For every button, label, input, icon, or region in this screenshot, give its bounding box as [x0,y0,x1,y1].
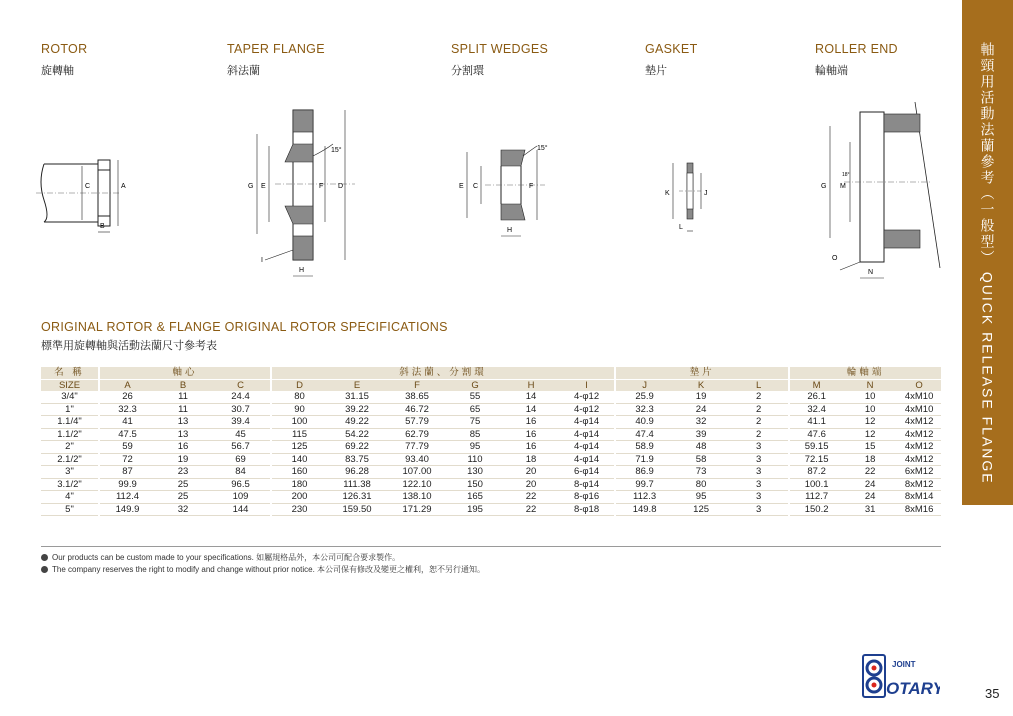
table-cell: 160 [271,466,327,479]
page-number: 35 [985,686,1000,701]
column-header: G [447,379,503,391]
table-cell: 48 [673,441,729,454]
column-header: M [789,379,843,391]
table-cell: 41 [99,416,155,429]
table-cell: 3" [41,466,99,479]
dim-label: O [832,255,838,262]
table-cell: 140 [271,453,327,466]
table-cell: 39.4 [211,416,271,429]
table-cell: 150 [447,478,503,491]
table-row [41,491,941,504]
table-cell: 73 [673,466,729,479]
table-cell: 109 [211,491,271,504]
part-name-en: ROLLER END [815,42,898,56]
table-cell: 14 [503,391,559,403]
table-cell: 112.7 [789,491,843,504]
table-cell: 4-φ12 [559,391,615,403]
table-cell: 2 [729,391,789,403]
table-cell: 18 [503,453,559,466]
table-cell: 39.22 [327,403,387,416]
table-cell: 99.9 [99,478,155,491]
part-name-zh: 輪軸端 [815,65,848,77]
table-cell: 144 [211,503,271,516]
table-cell: 20 [503,478,559,491]
table-cell: 111.38 [327,478,387,491]
spec-table [41,367,941,516]
rotor-drawing [36,150,146,240]
table-cell: 165 [447,491,503,504]
table-cell: 138.10 [387,491,447,504]
table-row [41,403,941,416]
table-cell: 26.1 [789,391,843,403]
column-header: SIZE [41,379,99,391]
table-cell: 30.7 [211,403,271,416]
table-cell: 22 [503,491,559,504]
table-row [41,478,941,491]
column-header: J [615,379,673,391]
column-header: L [729,379,789,391]
table-row [41,453,941,466]
table-cell: 171.29 [387,503,447,516]
table-cell: 32 [673,416,729,429]
table-cell: 25 [155,491,211,504]
table-cell: 159.50 [327,503,387,516]
table-cell: 10 [843,403,897,416]
table-cell: 200 [271,491,327,504]
table-cell: 84 [211,466,271,479]
table-cell: 4xM12 [897,441,941,454]
group-header-flange: 斜法蘭、分割環 [271,367,615,379]
table-cell: 15 [843,441,897,454]
table-cell: 85 [447,428,503,441]
table-row [41,416,941,429]
dim-label: F [529,183,534,190]
dim-label: G [248,183,254,190]
table-row [41,503,941,516]
column-header: H [503,379,559,391]
table-cell: 2.1/2" [41,453,99,466]
table-row [41,428,941,441]
split-wedges-drawing [455,138,565,243]
table-cell: 6-φ14 [559,466,615,479]
table-cell: 4-φ14 [559,416,615,429]
part-name-zh: 分割環 [451,65,484,77]
table-cell: 80 [271,391,327,403]
table-cell: 6xM12 [897,466,941,479]
side-tab [962,0,1013,505]
table-cell: 115 [271,428,327,441]
table-cell: 57.79 [387,416,447,429]
table-cell: 87.2 [789,466,843,479]
table-cell: 87 [99,466,155,479]
table-cell: 24 [843,491,897,504]
dim-label: L [679,224,683,231]
table-cell: 100.1 [789,478,843,491]
table-cell: 3 [729,491,789,504]
table-cell: 32.4 [789,403,843,416]
table-cell: 72 [99,453,155,466]
table-cell: 93.40 [387,453,447,466]
table-cell: 112.3 [615,491,673,504]
table-cell: 95 [673,491,729,504]
column-header: F [387,379,447,391]
table-cell: 90 [271,403,327,416]
table-cell: 47.6 [789,428,843,441]
table-cell: 1.1/2" [41,428,99,441]
table-row [41,391,941,403]
part-heading-roller-end [815,42,898,78]
table-cell: 16 [503,416,559,429]
table-cell: 69.22 [327,441,387,454]
part-name-zh: 斜法蘭 [227,65,260,77]
table-cell: 2" [41,441,99,454]
table-cell: 8-φ16 [559,491,615,504]
table-cell: 58.9 [615,441,673,454]
dim-label: E [459,183,464,190]
group-header-name: 名 稱 [41,367,99,379]
table-cell: 77.79 [387,441,447,454]
table-cell: 95 [447,441,503,454]
part-name-zh: 墊片 [645,65,667,77]
table-cell: 8-φ18 [559,503,615,516]
column-header: I [559,379,615,391]
table-cell: 83.75 [327,453,387,466]
gasket-drawing [655,155,725,240]
bullet-icon [41,554,48,561]
spec-title: ORIGINAL ROTOR & FLANGE ORIGINAL ROTOR SPECIFICATIONS [41,320,448,334]
table-cell: 2 [729,416,789,429]
table-cell: 4xM12 [897,416,941,429]
table-cell: 23 [155,466,211,479]
table-cell: 8xM16 [897,503,941,516]
table-cell: 62.79 [387,428,447,441]
table-cell: 4-φ14 [559,453,615,466]
dim-label: H [507,227,513,234]
table-cell: 3 [729,466,789,479]
table-cell: 4-φ12 [559,403,615,416]
note-custom [41,552,400,563]
table-cell: 16 [155,441,211,454]
dim-label: J [704,190,708,197]
group-header-rotor: 軸心 [99,367,271,379]
table-cell: 54.22 [327,428,387,441]
table-cell: 80 [673,478,729,491]
table-cell: 31.15 [327,391,387,403]
table-cell: 32.3 [99,403,155,416]
column-header: C [211,379,271,391]
part-name-en: GASKET [645,42,698,56]
table-cell: 3/4" [41,391,99,403]
table-cell: 4xM10 [897,403,941,416]
table-cell: 1" [41,403,99,416]
table-cell: 4" [41,491,99,504]
table-cell: 180 [271,478,327,491]
table-cell: 24 [843,478,897,491]
table-cell: 4xM12 [897,453,941,466]
table-cell: 32.3 [615,403,673,416]
dim-label: B [100,223,105,230]
table-cell: 149.8 [615,503,673,516]
dim-label: F [319,183,324,190]
table-cell: 49.22 [327,416,387,429]
table-cell: 195 [447,503,503,516]
table-cell: 32 [155,503,211,516]
table-cell: 46.72 [387,403,447,416]
dim-label: H [299,267,305,274]
table-cell: 25 [155,478,211,491]
table-cell: 13 [155,428,211,441]
table-cell: 31 [843,503,897,516]
table-cell: 3 [729,503,789,516]
column-header: K [673,379,729,391]
logo-word-top: JOINT [892,660,916,669]
table-cell: 25.9 [615,391,673,403]
side-title-zh: 軸頸用活動法蘭參考（一般型） [979,42,996,266]
table-cell: 3 [729,453,789,466]
table-cell: 12 [843,428,897,441]
dim-label: I [261,257,263,264]
roller-end-drawing [810,98,950,288]
dim-label: C [473,183,479,190]
angle-label: 18° [842,172,850,178]
table-cell: 14 [503,403,559,416]
table-cell: 8-φ14 [559,478,615,491]
table-cell: 100 [271,416,327,429]
table-cell: 58 [673,453,729,466]
part-heading-rotor [41,42,87,78]
table-cell: 19 [673,391,729,403]
dim-label: E [261,183,266,190]
table-cell: 75 [447,416,503,429]
spec-subtitle: 標準用旋轉軸與活動法蘭尺寸參考表 [41,340,217,352]
table-cell: 230 [271,503,327,516]
table-cell: 5" [41,503,99,516]
table-cell: 107.00 [387,466,447,479]
table-cell: 126.31 [327,491,387,504]
side-title-en: QUICK RELEASE FLANGE [979,271,996,485]
table-cell: 45 [211,428,271,441]
table-cell: 24 [673,403,729,416]
part-heading-taper-flange [227,42,325,78]
note-rights [41,564,485,575]
table-cell: 13 [155,416,211,429]
table-cell: 150.2 [789,503,843,516]
column-header: D [271,379,327,391]
side-title [978,42,998,485]
table-cell: 4xM10 [897,391,941,403]
dim-label: K [665,190,670,197]
table-cell: 59.15 [789,441,843,454]
dim-label: M [840,183,846,190]
table-cell: 38.65 [387,391,447,403]
group-header-gasket: 墊片 [615,367,789,379]
table-cell: 26 [99,391,155,403]
column-header: N [843,379,897,391]
table-cell: 55 [447,391,503,403]
taper-flange-drawing [245,104,365,284]
part-name-en: TAPER FLANGE [227,42,325,56]
column-header: O [897,379,941,391]
table-cell: 112.4 [99,491,155,504]
table-cell: 8xM14 [897,491,941,504]
table-cell: 2 [729,403,789,416]
table-cell: 41.1 [789,416,843,429]
table-cell: 39 [673,428,729,441]
table-cell: 47.4 [615,428,673,441]
dim-label: A [121,183,126,190]
table-cell: 110 [447,453,503,466]
bullet-icon [41,566,48,573]
dim-label: G [821,183,827,190]
divider [41,546,941,547]
dim-label: C [85,183,91,190]
table-cell: 65 [447,403,503,416]
table-cell: 69 [211,453,271,466]
table-cell: 47.5 [99,428,155,441]
part-name-zh: 旋轉軸 [41,65,74,77]
table-cell: 18 [843,453,897,466]
table-cell: 20 [503,466,559,479]
note-text: The company reserves the right to modify and change without prior notice. 本公司保有修改及變更之權利，恕不另行通知。 [52,565,486,574]
column-header: E [327,379,387,391]
table-cell: 3 [729,441,789,454]
table-cell: 125 [673,503,729,516]
table-cell: 19 [155,453,211,466]
part-name-en: SPLIT WEDGES [451,42,549,56]
table-cell: 16 [503,441,559,454]
part-heading-gasket [645,42,698,78]
group-header-roller: 輪軸端 [789,367,941,379]
table-cell: 56.7 [211,441,271,454]
table-cell: 3 [729,478,789,491]
table-cell: 4-φ14 [559,428,615,441]
table-column-header-row [41,379,941,391]
table-row [41,466,941,479]
table-cell: 10 [843,391,897,403]
table-cell: 86.9 [615,466,673,479]
angle-label: 15° [537,145,548,152]
angle-label: 15° [331,147,342,154]
part-name-en: ROTOR [41,42,88,56]
dim-label: D [338,183,344,190]
table-cell: 96.5 [211,478,271,491]
table-cell: 22 [503,503,559,516]
logo-word-main: OTARY [886,679,940,698]
table-cell: 12 [843,416,897,429]
table-cell: 40.9 [615,416,673,429]
table-cell: 72.15 [789,453,843,466]
table-cell: 11 [155,391,211,403]
table-cell: 59 [99,441,155,454]
table-cell: 149.9 [99,503,155,516]
table-cell: 8xM12 [897,478,941,491]
column-header: A [99,379,155,391]
table-cell: 96.28 [327,466,387,479]
table-row [41,441,941,454]
table-cell: 16 [503,428,559,441]
table-cell: 24.4 [211,391,271,403]
table-cell: 4xM12 [897,428,941,441]
table-cell: 99.7 [615,478,673,491]
table-group-header-row [41,367,941,379]
column-header: B [155,379,211,391]
table-cell: 4-φ14 [559,441,615,454]
table-cell: 2 [729,428,789,441]
dim-label: N [868,269,874,276]
table-cell: 122.10 [387,478,447,491]
table-cell: 130 [447,466,503,479]
part-heading-split-wedges [451,42,548,78]
note-text: Our products can be custom made to your specifications. 如屬規格品外，本公司可配合要求製作。 [52,553,401,562]
table-cell: 71.9 [615,453,673,466]
table-cell: 3.1/2" [41,478,99,491]
table-cell: 22 [843,466,897,479]
table-cell: 11 [155,403,211,416]
rotary-joint-logo [862,654,940,698]
table-cell: 125 [271,441,327,454]
table-cell: 1.1/4" [41,416,99,429]
